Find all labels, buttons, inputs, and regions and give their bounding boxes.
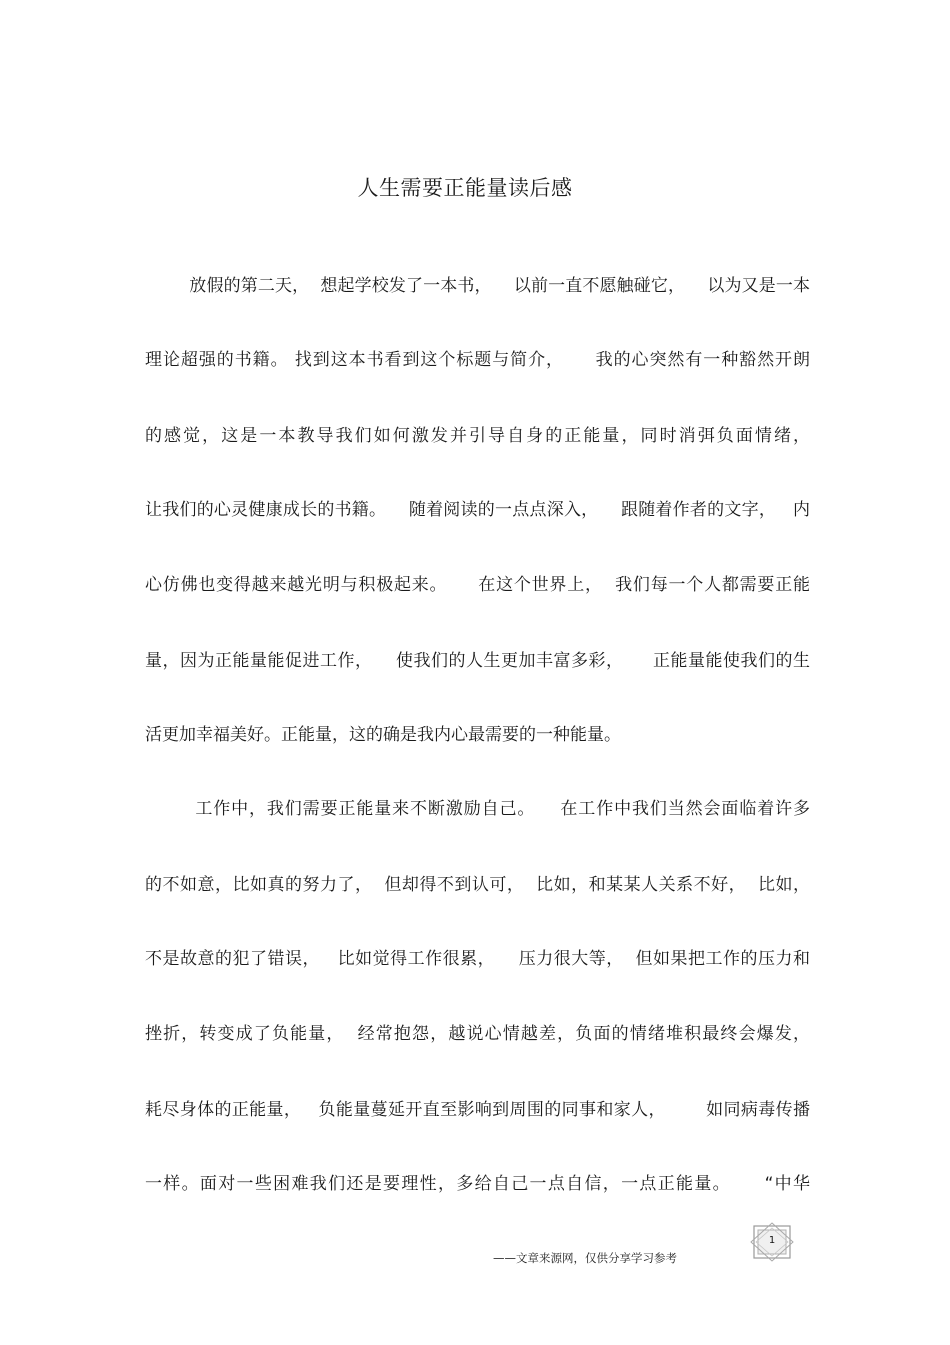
body-line-6: 量，因为正能量能促进工作， 使我们的人生更加丰富多彩， 正能量能使我们的生 (145, 651, 810, 671)
body-line-4: 让我们的心灵健康成长的书籍。 随着阅读的一点点深入， 跟随着作者的文字， 内 (145, 500, 810, 520)
body-line-10: 不是故意的犯了错误， 比如觉得工作很累， 压力很大等， 但如果把工作的压力和 (145, 949, 810, 969)
body-line-13: 一样。面对一些困难我们还是要理性，多给自己一点自信，一点正能量。 “中华 (145, 1174, 810, 1194)
body-line-12: 耗尽身体的正能量， 负能量蔓延开直至影响到周围的同事和家人， 如同病毒传播 (145, 1100, 810, 1120)
body-line-5: 心仿佛也变得越来越光明与积极起来。 在这个世界上， 我们每一个人都需要正能 (145, 575, 810, 595)
body-line-11: 挫折，转变成了负能量， 经常抱怨，越说心情越差，负面的情绪堆积最终会爆发， (145, 1024, 810, 1044)
page-number: 1 (768, 1235, 776, 1246)
body-line-3: 的感觉，这是一本教导我们如何激发并引导自身的正能量，同时消弭负面情绪， (145, 426, 810, 446)
body-line-7: 活更加幸福美好。正能量，这的确是我内心最需要的一种能量。 (145, 725, 621, 745)
page-title: 人生需要正能量读后感 (357, 176, 573, 200)
body-line-8: 工作中，我们需要正能量来不断激励自己。 在工作中我们当然会面临着许多 (145, 799, 810, 819)
body-line-2: 理论超强的书籍。 找到这本书看到这个标题与简介， 我的心突然有一种豁然开朗 (145, 350, 810, 370)
body-line-1: 放假的第二天， 想起学校发了一本书， 以前一直不愿触碰它， 以为又是一本 (145, 276, 810, 296)
source-note: ——文章来源网，仅供分享学习参考 (493, 1251, 677, 1265)
body-line-9: 的不如意，比如真的努力了， 但却得不到认可， 比如，和某某人关系不好， 比如， (145, 875, 810, 895)
